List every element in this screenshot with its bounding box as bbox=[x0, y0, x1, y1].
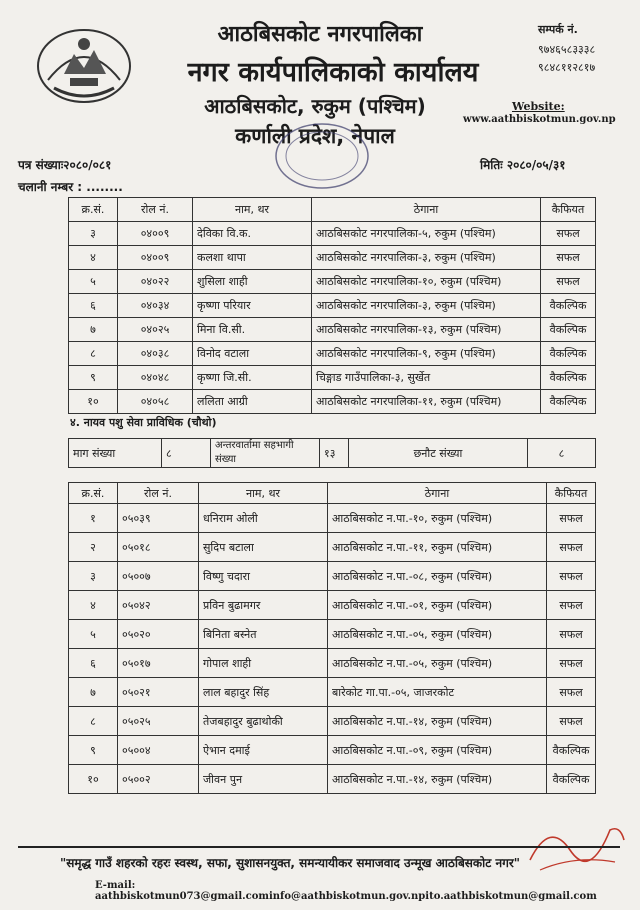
table-row bbox=[69, 366, 596, 390]
selected-value: ८ bbox=[528, 439, 596, 468]
roll-cell: ०५०२० bbox=[118, 620, 199, 649]
table-row bbox=[69, 294, 596, 318]
remark-cell: सफल bbox=[547, 620, 596, 649]
remark-cell: वैकल्पिक bbox=[541, 294, 596, 318]
name-cell: जीवन पुन bbox=[199, 765, 328, 794]
address-cell: आठबिसकोट नगरपालिका-३, रुकुम (पश्चिम) bbox=[312, 246, 541, 270]
table-row bbox=[69, 591, 596, 620]
roll-cell: ०४०२५ bbox=[118, 318, 193, 342]
table-row bbox=[69, 270, 596, 294]
footer-divider bbox=[18, 846, 620, 848]
serial-cell: ५ bbox=[69, 270, 118, 294]
remark-cell: सफल bbox=[541, 270, 596, 294]
remark-cell: वैकल्पिक bbox=[541, 342, 596, 366]
roll-cell: ०५०२१ bbox=[118, 678, 199, 707]
name-cell: देविका वि.क. bbox=[193, 222, 312, 246]
address-cell: आठबिसकोट न.पा.-०५, रुकुम (पश्चिम) bbox=[328, 649, 547, 678]
column-header: ठेगाना bbox=[328, 483, 547, 504]
address-cell: आठबिसकोट न.पा.-०९, रुकुम (पश्चिम) bbox=[328, 736, 547, 765]
roll-cell: ०५०२५ bbox=[118, 707, 199, 736]
reference-number: पत्र संख्याः२०८०/०८१ bbox=[18, 158, 112, 172]
contact-label: सम्पर्क नं. bbox=[538, 23, 578, 36]
roll-cell: ०५०१८ bbox=[118, 533, 199, 562]
position-summary-table bbox=[68, 438, 596, 468]
remark-cell: सफल bbox=[547, 678, 596, 707]
column-header: क्र.सं. bbox=[69, 198, 118, 222]
address-cell: आठबिसकोट नगरपालिका-९, रुकुम (पश्चिम) bbox=[312, 342, 541, 366]
serial-cell: ८ bbox=[69, 707, 118, 736]
name-cell: कलशा थापा bbox=[193, 246, 312, 270]
roll-cell: ०४००९ bbox=[118, 246, 193, 270]
remark-cell: वैकल्पिक bbox=[547, 765, 596, 794]
roll-cell: ०५०३९ bbox=[118, 504, 199, 533]
municipality-name: आठबिसकोट नगरपालिका bbox=[217, 22, 423, 47]
serial-cell: ५ bbox=[69, 620, 118, 649]
dispatch-number: चलानी नम्बर : ........ bbox=[18, 180, 123, 194]
name-cell: कृष्णा जि.सी. bbox=[193, 366, 312, 390]
name-cell: ललिता आग्री bbox=[193, 390, 312, 414]
address-cell: आठबिसकोट न.पा.-१०, रुकुम (पश्चिम) bbox=[328, 504, 547, 533]
serial-cell: १० bbox=[69, 390, 118, 414]
table-row bbox=[69, 318, 596, 342]
serial-cell: १० bbox=[69, 765, 118, 794]
table-header-row bbox=[69, 198, 596, 222]
address-cell: आठबिसकोट न.पा.-०१, रुकुम (पश्चिम) bbox=[328, 591, 547, 620]
address-cell: आठबिसकोट न.पा.-०५, रुकुम (पश्चिम) bbox=[328, 620, 547, 649]
remark-cell: वैकल्पिक bbox=[547, 736, 596, 765]
remark-cell: सफल bbox=[547, 591, 596, 620]
roll-cell: ०४०३८ bbox=[118, 342, 193, 366]
phone-number: ९७४६५८३३३८ bbox=[538, 43, 596, 56]
footer-slogan: "समृद्ध गाउँ शहरको रहरः स्वस्थ, सफा, सुशासनयुक्त, समन्यायीकर समाजवाद उन्मूख आठबिसकोट नगर" bbox=[60, 856, 521, 870]
column-header: कैफियत bbox=[547, 483, 596, 504]
column-header: क्र.सं. bbox=[69, 483, 118, 504]
serial-cell: ७ bbox=[69, 678, 118, 707]
roll-cell: ०५००७ bbox=[118, 562, 199, 591]
section-heading: ४. नायव पशु सेवा प्राविधिक (चौथो) bbox=[70, 416, 217, 429]
address-cell: आठबिसकोट नगरपालिका-१३, रुकुम (पश्चिम) bbox=[312, 318, 541, 342]
serial-cell: ६ bbox=[69, 294, 118, 318]
table-row bbox=[69, 562, 596, 591]
address-cell: आठबिसकोट न.पा.-११, रुकुम (पश्चिम) bbox=[328, 533, 547, 562]
roll-cell: ०४०४८ bbox=[118, 366, 193, 390]
office-stamp-icon bbox=[272, 120, 372, 192]
summary-row bbox=[69, 439, 596, 468]
address-cell: आठबिसकोट नगरपालिका-११, रुकुम (पश्चिम) bbox=[312, 390, 541, 414]
remark-cell: सफल bbox=[547, 649, 596, 678]
office-location: आठबिसकोट, रुकुम (पश्चिम) bbox=[204, 94, 426, 118]
remark-cell: सफल bbox=[547, 562, 596, 591]
phone-number: ९८४८११२८१७ bbox=[538, 61, 596, 74]
roll-cell: ०५००२ bbox=[118, 765, 199, 794]
name-cell: धनिराम ओली bbox=[199, 504, 328, 533]
remark-cell: वैकल्पिक bbox=[541, 366, 596, 390]
serial-cell: ७ bbox=[69, 318, 118, 342]
roll-cell: ०५००४ bbox=[118, 736, 199, 765]
column-header: ठेगाना bbox=[312, 198, 541, 222]
table-row bbox=[69, 342, 596, 366]
interview-value: १३ bbox=[320, 439, 349, 468]
roll-cell: ०५०१७ bbox=[118, 649, 199, 678]
website-link[interactable]: www.aathbiskotmun.gov.np bbox=[463, 114, 616, 125]
office-name: नगर कार्यपालिकाको कार्यालय bbox=[187, 57, 479, 88]
table-row bbox=[69, 533, 596, 562]
name-cell: ऐभान दमाई bbox=[199, 736, 328, 765]
address-cell: आठबिसकोट नगरपालिका-१०, रुकुम (पश्चिम) bbox=[312, 270, 541, 294]
demand-label: माग संख्या bbox=[69, 439, 162, 468]
name-cell: कृष्णा परियार bbox=[193, 294, 312, 318]
name-cell: बिनिता बस्नेत bbox=[199, 620, 328, 649]
serial-cell: ४ bbox=[69, 246, 118, 270]
remark-cell: सफल bbox=[541, 246, 596, 270]
serial-cell: ९ bbox=[69, 736, 118, 765]
serial-cell: १ bbox=[69, 504, 118, 533]
government-emblem-icon bbox=[34, 24, 134, 106]
serial-cell: ४ bbox=[69, 591, 118, 620]
footer-email[interactable]: E-mail: aathbiskotmun073@gmail.cominfo@aathbiskotmun.gov.npito.aathbiskotmun@gmail.com bbox=[95, 880, 597, 902]
roll-cell: ०५०४२ bbox=[118, 591, 199, 620]
column-header: नाम, थर bbox=[199, 483, 328, 504]
table-row bbox=[69, 222, 596, 246]
table-row bbox=[69, 678, 596, 707]
table-row bbox=[69, 504, 596, 533]
demand-value: ८ bbox=[162, 439, 211, 468]
serial-cell: ६ bbox=[69, 649, 118, 678]
roll-cell: ०४०५८ bbox=[118, 390, 193, 414]
letter-date: मितिः २०८०/०५/३१ bbox=[480, 158, 566, 172]
name-cell: सुदिप बटाला bbox=[199, 533, 328, 562]
address-cell: आठबिसकोट नगरपालिका-५, रुकुम (पश्चिम) bbox=[312, 222, 541, 246]
results-table-2 bbox=[68, 482, 596, 794]
serial-cell: ८ bbox=[69, 342, 118, 366]
serial-cell: ३ bbox=[69, 562, 118, 591]
serial-cell: ३ bbox=[69, 222, 118, 246]
roll-cell: ०४०२२ bbox=[118, 270, 193, 294]
serial-cell: २ bbox=[69, 533, 118, 562]
website-label: Website: bbox=[512, 100, 565, 113]
address-cell: चिङ्गाड गाउँपालिका-३, सुर्खेत bbox=[312, 366, 541, 390]
name-cell: विष्णु चदारा bbox=[199, 562, 328, 591]
column-header: रोल नं. bbox=[118, 198, 193, 222]
roll-cell: ०४००९ bbox=[118, 222, 193, 246]
name-cell: विनोद वटाला bbox=[193, 342, 312, 366]
name-cell: लाल बहादुर सिंह bbox=[199, 678, 328, 707]
address-cell: आठबिसकोट नगरपालिका-३, रुकुम (पश्चिम) bbox=[312, 294, 541, 318]
column-header: रोल नं. bbox=[118, 483, 199, 504]
name-cell: प्रविन बुढामगर bbox=[199, 591, 328, 620]
table-row bbox=[69, 765, 596, 794]
interview-label: अन्तरवार्तामा सहभागी संख्या bbox=[211, 439, 320, 468]
address-cell: आठबिसकोट न.पा.-०८, रुकुम (पश्चिम) bbox=[328, 562, 547, 591]
table-header-row bbox=[69, 483, 596, 504]
remark-cell: सफल bbox=[547, 504, 596, 533]
remark-cell: सफल bbox=[547, 707, 596, 736]
province-name: कर्णाली प्रदेश, नेपाल bbox=[235, 124, 395, 148]
selected-label: छनौट संख्या bbox=[349, 439, 528, 468]
remark-cell: सफल bbox=[541, 222, 596, 246]
name-cell: गोपाल शाही bbox=[199, 649, 328, 678]
roll-cell: ०४०३४ bbox=[118, 294, 193, 318]
remark-cell: सफल bbox=[547, 533, 596, 562]
results-table-1 bbox=[68, 197, 596, 414]
table-row bbox=[69, 707, 596, 736]
remark-cell: वैकल्पिक bbox=[541, 318, 596, 342]
name-cell: शुसिला शाही bbox=[193, 270, 312, 294]
address-cell: आठबिसकोट न.पा.-१४, रुकुम (पश्चिम) bbox=[328, 765, 547, 794]
name-cell: तेजबहादुर बुढाथोकी bbox=[199, 707, 328, 736]
signature-icon bbox=[520, 800, 630, 880]
table-row bbox=[69, 736, 596, 765]
table-row bbox=[69, 620, 596, 649]
column-header: नाम, थर bbox=[193, 198, 312, 222]
table-row bbox=[69, 649, 596, 678]
table-row bbox=[69, 390, 596, 414]
remark-cell: वैकल्पिक bbox=[541, 390, 596, 414]
name-cell: मिना वि.सी. bbox=[193, 318, 312, 342]
serial-cell: ९ bbox=[69, 366, 118, 390]
address-cell: बारेकोट गा.पा.-०५, जाजरकोट bbox=[328, 678, 547, 707]
address-cell: आठबिसकोट न.पा.-१४, रुकुम (पश्चिम) bbox=[328, 707, 547, 736]
column-header: कैफियत bbox=[541, 198, 596, 222]
table-row bbox=[69, 246, 596, 270]
